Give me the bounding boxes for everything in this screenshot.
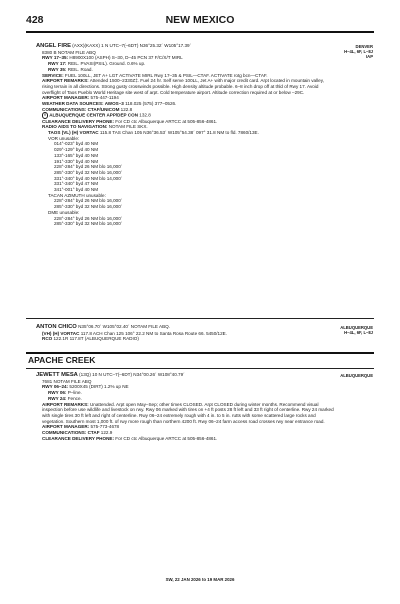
entry-heading: RWY 06:: [48, 390, 67, 396]
section-rule: [26, 352, 374, 354]
section-title: APACHE CREEK: [28, 355, 96, 365]
entry-lines: [36, 379, 336, 442]
state-title: NEW MEXICO: [165, 14, 235, 26]
facility-name: JEWETT MESA: [36, 372, 78, 378]
entry-text: 228°-284° byd 26 NM blo 16,000´: [54, 215, 123, 221]
ident-line: [36, 372, 336, 379]
entry-heading: AIRPORT MANAGER:: [42, 424, 90, 430]
entry-text: 575-447-1194: [89, 95, 119, 101]
entry-text: REIL. PVASI(PSIL). Ground. 0.6% up.: [66, 61, 146, 67]
entry-text: 331°-340° byd 40 NM blo 14,000´: [54, 175, 123, 181]
entry-text: 285°-330° byd 32 NM blo 16,000´: [54, 221, 123, 227]
chart-reference: ALBUQUERQUE: [340, 325, 373, 330]
entry-text: NOTAM FILE SKX.: [107, 124, 148, 130]
entry-heading: COMMUNICATIONS: CTAF: [42, 430, 100, 436]
entry-line: [36, 436, 336, 442]
entry-divider: [26, 318, 374, 319]
entry-text: 228°-284° byd 26 NM blo 16,000´: [54, 198, 123, 204]
entry-text: 7681 NOTAM FILE ABQ: [42, 378, 92, 384]
entry-text: Attended 1500–2330Z‡. Fuel 24 hr. Self serve 100LL, Jet A+ with major credit card. Arpt located in mountain valley, rising terrain in all directions. Strong gusty crosswinds possible. High density altitude probable. 6–8 inch drop off at thld of Rwy 17. Avoid overflight of Taos Pueblo World Heritage site west of arpt. Cold temperature airport. Altitude correction required at or below –29C.: [42, 78, 324, 95]
entry-text: 122.8: [119, 106, 133, 112]
entry-heading: CLEARANCE DELIVERY PHONE:: [42, 435, 114, 441]
entry-text: 5200X45 (DIRT) 1.2% up NE: [68, 384, 129, 390]
entry-heading: AIRPORT REMARKS:: [42, 78, 89, 84]
entry-angel-fire: [36, 43, 336, 227]
entry-text: For CD ctc Albuquerque ARTCC at 505-856-4861.: [113, 118, 218, 124]
chart-references: [340, 373, 373, 378]
chart-references: [344, 44, 373, 60]
entry-lines: [36, 50, 336, 227]
entry-text: FUEL 100LL, JET A+ LGT ACTIVATE MIRL Rwy 17–35 & PSIL—CTAF. ACTIVATE rotg bcn—CTAF.: [63, 72, 268, 78]
chart-references: [340, 325, 373, 335]
entry-heading: RWY 17:: [48, 61, 67, 67]
entry-text: Unattended. Arpt open May–Sep; other times CLOSED. Arpt CLOSED during winter months. Recommend visual inspection before use wildlife and livestock on rwy. Rwy 06 marked with tires on +4 ft posts 28 ft left and 33 ft right of centerline. Rwy 24 marked with single tires 30 ft left and right of centerline. Rwy 06–24 extremely rough with 4 in. to 5 in. rutts with some scattered large rocks and vegetation. Southern most 1,000 ft. of rwy more rough than northern 4200 ft. Rwy 06–24 farm access road crosses rwy near entrance road.: [42, 401, 334, 424]
entry-text: P–line.: [66, 390, 82, 396]
entry-text: 122.1R 117.8T (ALBUQUERQUE RADIO): [52, 336, 139, 342]
entry-line: [36, 221, 336, 227]
ident-details: N35°06.70´ W105°02.40´ NOTAM FILE ABQ.: [76, 324, 171, 329]
page-header: [26, 14, 374, 30]
facility-name: ANTON CHICO: [36, 324, 77, 330]
entry-text: H8900X100 (ASPH) S–30, D–45 PCN 37 F/C/X/T MIRL: [68, 55, 183, 61]
entry-heading: COMMUNICATIONS: CTAF/UNICOM: [42, 106, 120, 112]
entry-heading: RWY 06–24:: [42, 384, 69, 390]
header-rule: [26, 31, 374, 33]
entry-heading: RCO: [42, 336, 53, 342]
entry-text: 132.8: [138, 112, 151, 118]
entry-line: [36, 402, 336, 425]
entry-text: 115.8 TAS Chan 105 N36°36.53´ W105°54.38´ 097° 31.8 NM to fld. 7860/13E.: [98, 130, 259, 136]
entry-lines: [36, 331, 336, 342]
entry-heading: ALBUQUERQUE CENTER APP/DEP CON: [49, 112, 139, 118]
entry-heading: (VH) (H) VORTAC: [42, 330, 80, 336]
entry-text: 228°-284° byd 26 NM blo 16,000´: [54, 164, 123, 170]
entry-line: [36, 78, 336, 95]
entry-text: For CD ctc Albuquerque ARTCC at 505-856-4861.: [113, 435, 218, 441]
entry-text: REIL. Road.: [66, 66, 93, 72]
chart-reference: H–4L, 6F, L–8J: [344, 330, 373, 336]
entry-heading: RADIO AIDS TO NAVIGATION:: [42, 124, 108, 130]
entry-heading: RWY 24:: [48, 395, 67, 401]
entry-text: 341°-001° byd 40 NM: [54, 187, 99, 193]
entry-text: 575-773-4678: [89, 424, 120, 430]
entry-text: 014°-023° byd 40 NM: [54, 141, 99, 147]
chart-reference: H–4L, 6F, L–8J: [344, 49, 373, 55]
entry-text: 285°-330° byd 32 NM blo 16,000´: [54, 169, 123, 175]
chart-reference: IAP: [366, 54, 373, 60]
entry-heading: AIRPORT MANAGER:: [42, 95, 90, 101]
entry-text: 029°-129° byd 40 NM: [54, 147, 99, 153]
entry-heading: TAOS (VL) (H) VORTAC: [48, 130, 99, 136]
entry-line: [36, 336, 336, 342]
facility-name: ANGEL FIRE: [36, 43, 71, 49]
entry-heading: RWY 17–35:: [42, 55, 69, 61]
entry-text: 191°-330° byd 40 NM: [54, 158, 99, 164]
entry-text: 118.025 (575) 377–0526.: [123, 101, 177, 107]
radar-symbol-icon: R: [43, 113, 47, 118]
entry-text: 331°-340° byd 47 NM: [54, 181, 99, 187]
entry-heading: RWY 35:: [48, 66, 67, 72]
section-rule-lower: [26, 368, 374, 369]
page-number: 428: [26, 14, 44, 26]
entry-text: DME unusable:: [48, 209, 80, 215]
entry-heading: SERVICE:: [42, 72, 64, 78]
ident-details: (13Q) 10 N UTC–7(–6DT) N34°00.26´ W108°40.79´: [77, 372, 185, 377]
entry-text: 117.8 ACH Chan 125 106° 22.2 NM to Santa Rosa Route 66. 5450/12E.: [79, 330, 228, 336]
entry-text: 133°-165° byd 40 NM: [54, 152, 99, 158]
entry-text: TACAN AZIMUTH unusable:: [48, 192, 106, 198]
entry-text: 285°-330° byd 32 NM blo 16,000´: [54, 204, 123, 210]
entry-text: VOR unusable:: [48, 135, 80, 141]
entry-heading: AIRPORT REMARKS:: [42, 401, 89, 407]
entry-heading: CLEARANCE DELIVERY PHONE:: [42, 118, 114, 124]
entry-text: 122.9: [99, 430, 113, 436]
entry-text: 8380 B NOTAM FILE ABQ: [42, 49, 96, 55]
entry-anton-chico: [36, 324, 336, 342]
page-footer: SW, 22 JAN 2026 to 19 MAR 2026: [165, 577, 235, 582]
ident-line: [36, 43, 336, 50]
ident-line: [36, 324, 336, 331]
chart-reference: ALBUQUERQUE: [340, 373, 373, 378]
ident-details: (AXX)(KAXX) 1 N UTC–7(–6DT) N36°25.32´ W105°17.39´: [71, 43, 192, 48]
entry-heading: WEATHER DATA SOURCES: AWOS–3: [42, 101, 124, 107]
entry-jewett-mesa: [36, 372, 336, 441]
chart-reference: DENVER: [355, 44, 373, 49]
entry-text: Fence.: [66, 395, 82, 401]
